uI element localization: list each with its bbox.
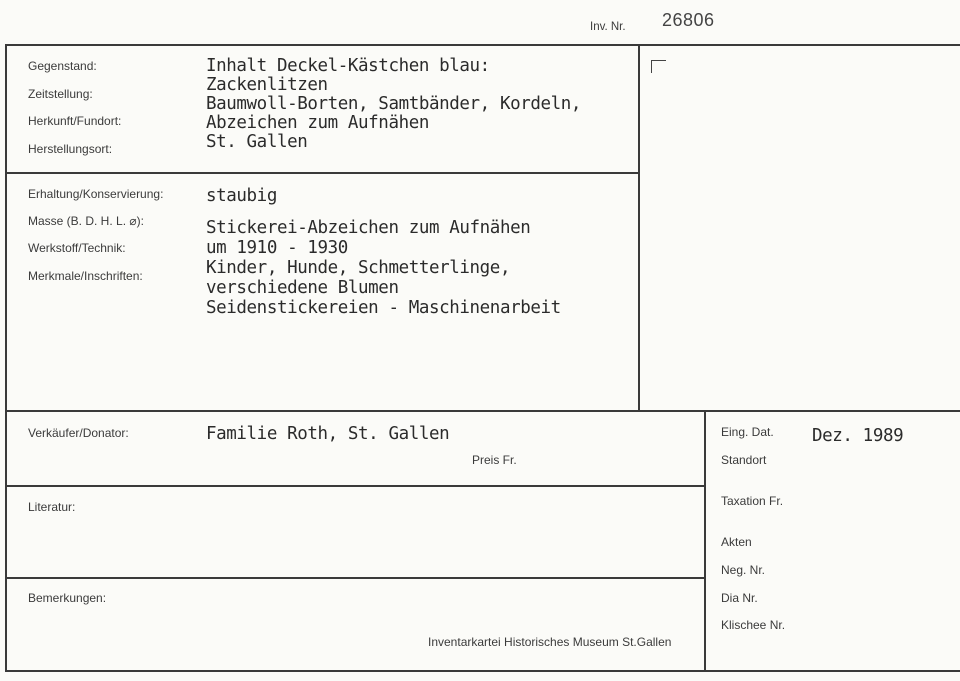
eing-dat-value: Dez. 1989 — [812, 426, 904, 446]
verkaeufer-value: Familie Roth, St. Gallen — [206, 424, 450, 444]
label-preis: Preis Fr. — [472, 453, 517, 467]
mid-line-4: verschiedene Blumen — [206, 278, 399, 298]
label-dia-nr: Dia Nr. — [721, 591, 758, 605]
label-eing-dat: Eing. Dat. — [721, 425, 774, 439]
label-merkmale: Merkmale/Inschriften: — [28, 269, 143, 283]
top-rule — [5, 44, 960, 46]
label-klischee-nr: Klischee Nr. — [721, 618, 786, 632]
label-akten: Akten — [721, 535, 752, 549]
label-herkunft-fundort: Herkunft/Fundort: — [28, 114, 122, 128]
label-zeitstellung: Zeitstellung: — [28, 87, 93, 101]
label-erhaltung: Erhaltung/Konservierung: — [28, 187, 164, 201]
bottom-rule — [5, 670, 960, 672]
gegenstand-line-1: Inhalt Deckel-Kästchen blau: — [206, 56, 490, 76]
gegenstand-line-2: Zackenlitzen — [206, 75, 328, 95]
label-taxation: Taxation Fr. — [721, 494, 784, 508]
mid-line-2: um 1910 - 1930 — [206, 238, 348, 258]
gegenstand-text-block — [206, 57, 581, 152]
rule-before-literatur — [5, 485, 704, 487]
label-neg-nr: Neg. Nr. — [721, 563, 766, 577]
mid-line-1: Stickerei-Abzeichen zum Aufnähen — [206, 218, 531, 238]
gegenstand-line-3: Baumwoll-Borten, Samtbänder, Kordeln, — [206, 94, 582, 114]
label-literatur: Literatur: — [28, 500, 76, 514]
mid-line-5: Seidenstickereien - Maschinenarbeit — [206, 298, 561, 318]
mid-line-3: Kinder, Hunde, Schmetterlinge, — [206, 258, 511, 278]
vertical-divider-upper — [638, 44, 640, 410]
vertical-divider-lower — [704, 410, 706, 671]
herstellungsort-value: St. Gallen — [206, 132, 308, 152]
rule-after-herstellungsort — [5, 172, 638, 174]
label-herstellungsort: Herstellungsort: — [28, 142, 113, 156]
rule-before-bemerkungen — [5, 577, 704, 579]
label-gegenstand: Gegenstand: — [28, 59, 97, 73]
footer-text: Inventarkartei Historisches Museum St.Gallen — [428, 635, 672, 649]
label-werkstoff: Werkstoff/Technik: — [28, 241, 126, 255]
merkmale-text-block — [206, 218, 561, 318]
rule-before-verkaeufer — [5, 410, 960, 412]
label-masse: Masse (B. D. H. L. ⌀): — [28, 214, 144, 228]
gegenstand-line-4: Abzeichen zum Aufnähen — [206, 113, 429, 133]
label-bemerkungen: Bemerkungen: — [28, 591, 107, 605]
inv-nr-label: Inv. Nr. — [590, 21, 626, 33]
erhaltung-value: staubig — [206, 186, 277, 206]
label-verkaeufer: Verkäufer/Donator: — [28, 426, 129, 440]
corner-mark — [651, 60, 666, 73]
inv-nr-value: 26806 — [662, 10, 715, 30]
label-standort: Standort — [721, 453, 767, 467]
